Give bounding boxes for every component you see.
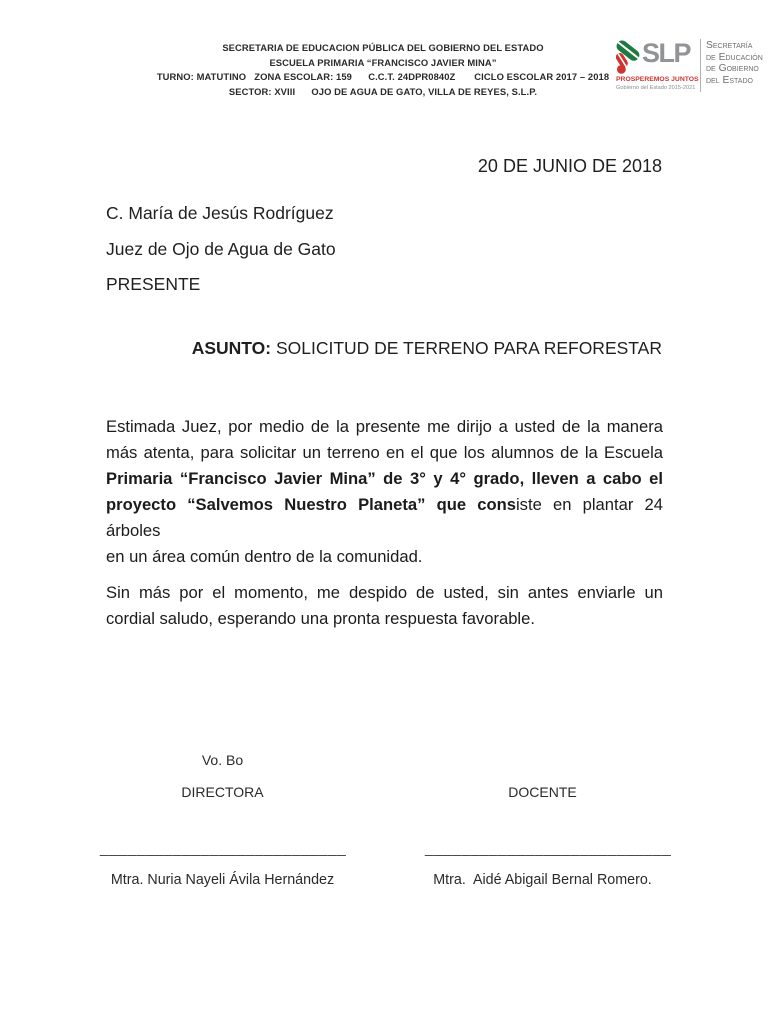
slp-acronym: SLP <box>642 38 691 68</box>
recipient-block <box>106 196 336 303</box>
vobo-spacer <box>425 752 660 768</box>
paragraph-line <box>106 580 663 606</box>
body-paragraph-2 <box>106 580 663 632</box>
secretaria-label-line-2: de Educación <box>706 51 763 63</box>
text-run: cordial saludo, esperando una pronta respuesta favorable. <box>106 609 535 628</box>
letterhead-line-sector: SECTOR: XVIII OJO DE AGUA DE GATO, VILLA DE REYES, S.L.P. <box>228 86 538 98</box>
signature-vobo-row <box>100 752 660 768</box>
signer-name-directora: Mtra. Nuria Nayeli Ávila Hernández <box>110 872 335 888</box>
paragraph-line <box>106 606 663 632</box>
text-run: en un área común dentro de la comunidad. <box>106 547 423 566</box>
signature-roles-row <box>100 784 660 800</box>
docente-label: DOCENTE <box>508 784 577 800</box>
recipient-name: C. María de Jesús Rodríguez <box>106 203 334 223</box>
slp-logo-main <box>616 38 696 75</box>
text-run-bold: Primaria “Francisco Javier Mina” de 3° y 4° grado, lleven a cabo el <box>106 469 663 488</box>
directora-label: DIRECTORA <box>181 784 264 800</box>
letterhead <box>123 41 643 100</box>
subject-label: ASUNTO: <box>191 338 272 358</box>
letterhead-line-turno: TURNO: MATUTINO ZONA ESCOLAR: 159 C.C.T. 24DPR0840Z CICLO ESCOLAR 2017 – 2018 <box>156 71 610 83</box>
text-run-bold: proyecto “Salvemos Nuestro Planeta” que cons <box>106 495 516 514</box>
logo-divider <box>700 39 701 92</box>
signature-lines-row <box>100 840 672 858</box>
text-run: iste en plantar 24 árboles <box>106 495 663 540</box>
signature-line-directora: ___________________________ <box>100 840 347 857</box>
letter-date: 20 DE JUNIO DE 2018 <box>477 156 662 176</box>
vobo-label: Vo. Bo <box>201 752 244 768</box>
paragraph-line <box>106 440 663 466</box>
subject-line <box>106 338 662 359</box>
text-run: más atenta, para solicitar un terreno en el que los alumnos de la Escuela <box>106 443 663 462</box>
signature-names-row <box>100 872 660 888</box>
slp-government-logo <box>616 38 763 92</box>
slp-logo-left <box>616 38 699 91</box>
signature-line-docente: ___________________________ <box>425 840 672 857</box>
paragraph-line <box>106 544 663 570</box>
slp-slogan: PROSPEREMOS JUNTOS <box>616 76 699 83</box>
secretaria-label-line-4: del Estado <box>706 74 753 86</box>
paragraph-line <box>106 414 663 440</box>
secretaria-label-line-1: Secretaría <box>706 40 753 51</box>
paragraph-line <box>106 466 663 492</box>
signer-name-docente: Mtra. Aidé Abigail Bernal Romero. <box>433 872 652 888</box>
body-paragraph-1 <box>106 414 663 570</box>
secretaria-educacion-label <box>706 38 763 86</box>
text-run: Estimada Juez, por medio de la presente me dirijo a usted de la manera <box>106 417 663 436</box>
letterhead-line-secretaria: SECRETARIA DE EDUCACION PÚBLICA DEL GOBIERNO DEL ESTADO <box>222 42 544 53</box>
subject-text: SOLICITUD DE TERRENO PARA REFORESTAR <box>271 338 662 358</box>
letterhead-line-escuela: ESCUELA PRIMARIA “FRANCISCO JAVIER MINA” <box>269 56 497 68</box>
text-run: Sin más por el momento, me despido de usted, sin antes enviarle un <box>106 583 663 602</box>
slp-subtext: Gobierno del Estado 2015-2021 <box>616 85 696 91</box>
recipient-presente: PRESENTE <box>106 274 201 294</box>
secretaria-label-line-3: de Gobierno <box>706 63 759 75</box>
paragraph-line <box>106 492 663 544</box>
slp-chile-icon <box>616 38 641 75</box>
recipient-title: Juez de Ojo de Agua de Gato <box>106 238 336 259</box>
